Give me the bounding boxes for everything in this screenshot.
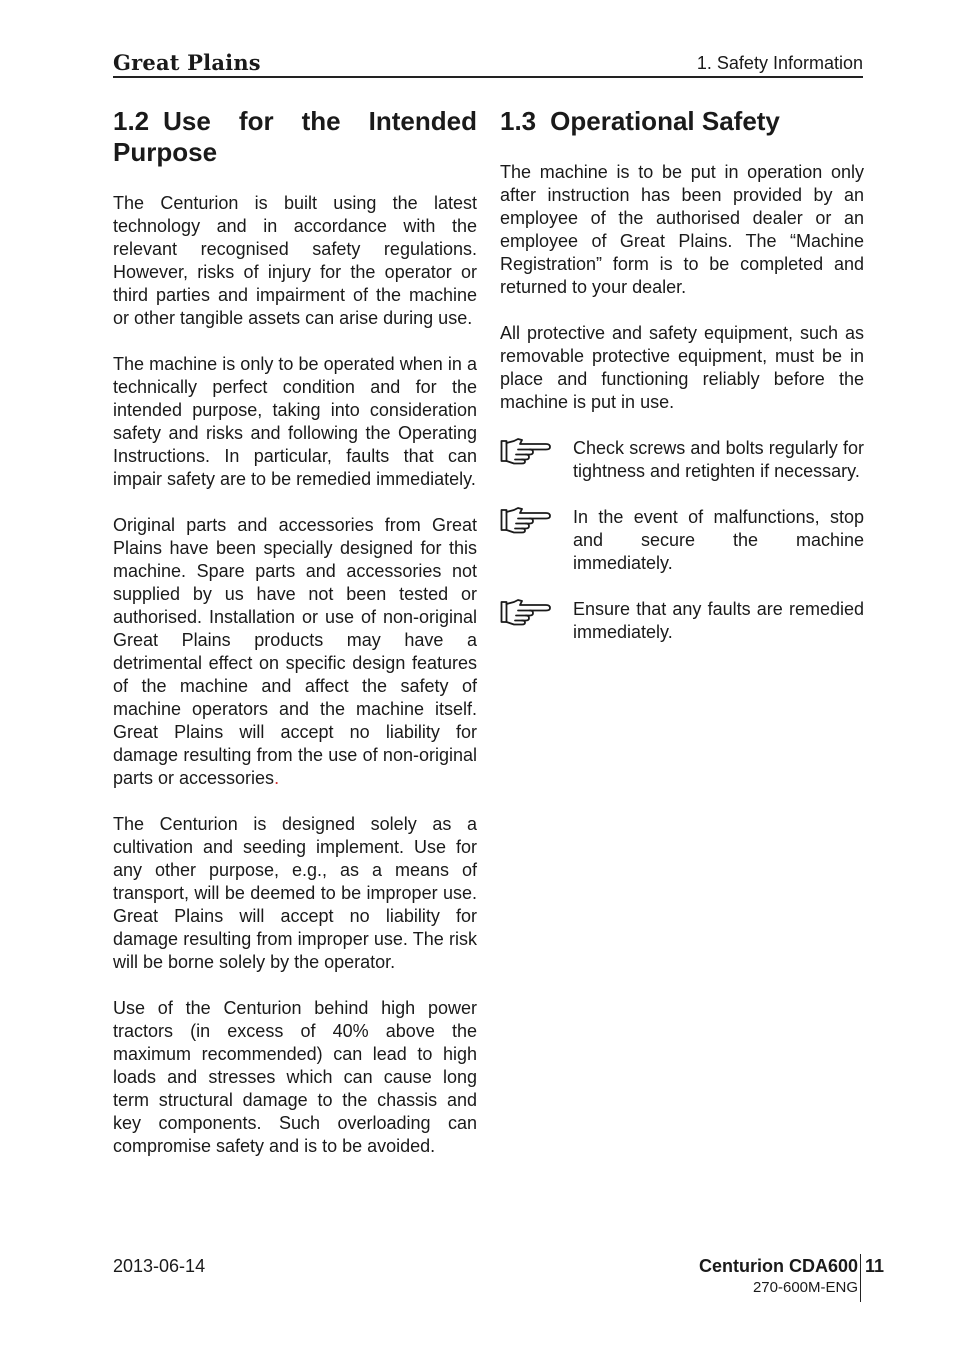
section-title: 1. Safety Information [696,53,863,73]
brand-logo-text: Great Plains [113,50,261,75]
paragraph: The machine is only to be operated when in a technically perfect condition and for the intended purpose, taking into consideration safety and risks and following the Operating Instructions. In particular, faults that can impair safety are to be remedied immediately. [113,354,477,489]
section-heading-intended-purpose [113,106,477,168]
note-item [500,437,864,483]
paragraph [113,514,477,790]
note-text: Ensure that any faults are remedied immediately. [573,599,864,642]
footer-document-info [699,1256,858,1296]
right-column [500,106,864,644]
paragraph: The machine is to be put in operation only after instruction has been provided by an employee of the authorised dealer or an employee of Great Plains. The “Machine Registration” form is to be completed and returned to your dealer. [500,162,864,297]
heading-text: Use for the Intended Purpose [113,106,477,167]
paragraph: All protective and safety equipment, such as removable protective equipment, must be in place and functioning reliably before the machine is put in use. [500,323,864,412]
red-period: . [274,768,280,788]
heading-text: Operational Safety [550,106,780,136]
paragraph-text: Original parts and accessories from Great Plains have been specially designed for this machine. Spare parts and accessories not supplied by us have not been tested or authorised. Installation or use of non-original Great Plains products may have a detrimental effect on specific design features of the machine and affect the safety of machine operators and the machine itself. Great Plains will accept no liability for damage resulting from the use of non-original parts or accessories [113,515,477,788]
note-item [500,506,864,575]
heading-number: 1.2 [113,106,150,136]
pointing-hand-icon [500,437,573,465]
heading-number: 1.3 [500,106,537,136]
note-text: In the event of malfunctions, stop and secure the machine immediately. [573,507,864,573]
paragraph: The Centurion is built using the latest technology and in accordance with the relevant recognised safety regulations. However, risks of injury for the operator or third parties and impairment of the machine or other tangible assets can arise during use. [113,193,477,328]
paragraph: The Centurion is designed solely as a cultivation and seeding implement. Use for any other purpose, e.g., as a means of transport, will be deemed to be improper use. Great Plains will accept no liability for damage resulting from improper use. The risk will be borne solely by the operator. [113,814,477,972]
pointing-hand-icon [500,598,573,626]
page-number: 11 [860,1254,884,1302]
section-heading-operational-safety [500,106,864,137]
note-text: Check screws and bolts regularly for tightness and retighten if necessary. [573,438,864,481]
footer-date: 2013-06-14 [113,1256,206,1276]
paragraph: Use of the Centurion behind high power tractors (in excess of 40% above the maximum recommended) can lead to high loads and stresses which can cause long term structural damage to the chassis and key components. Such overloading can compromise safety and is to be avoided. [113,998,477,1156]
left-column [113,106,477,1158]
pointing-hand-icon [500,506,573,534]
note-item [500,598,864,644]
footer-model: Centurion CDA600 [698,1256,858,1276]
page-header [113,50,863,78]
footer-doc-number: 270-600M-ENG [752,1279,858,1296]
